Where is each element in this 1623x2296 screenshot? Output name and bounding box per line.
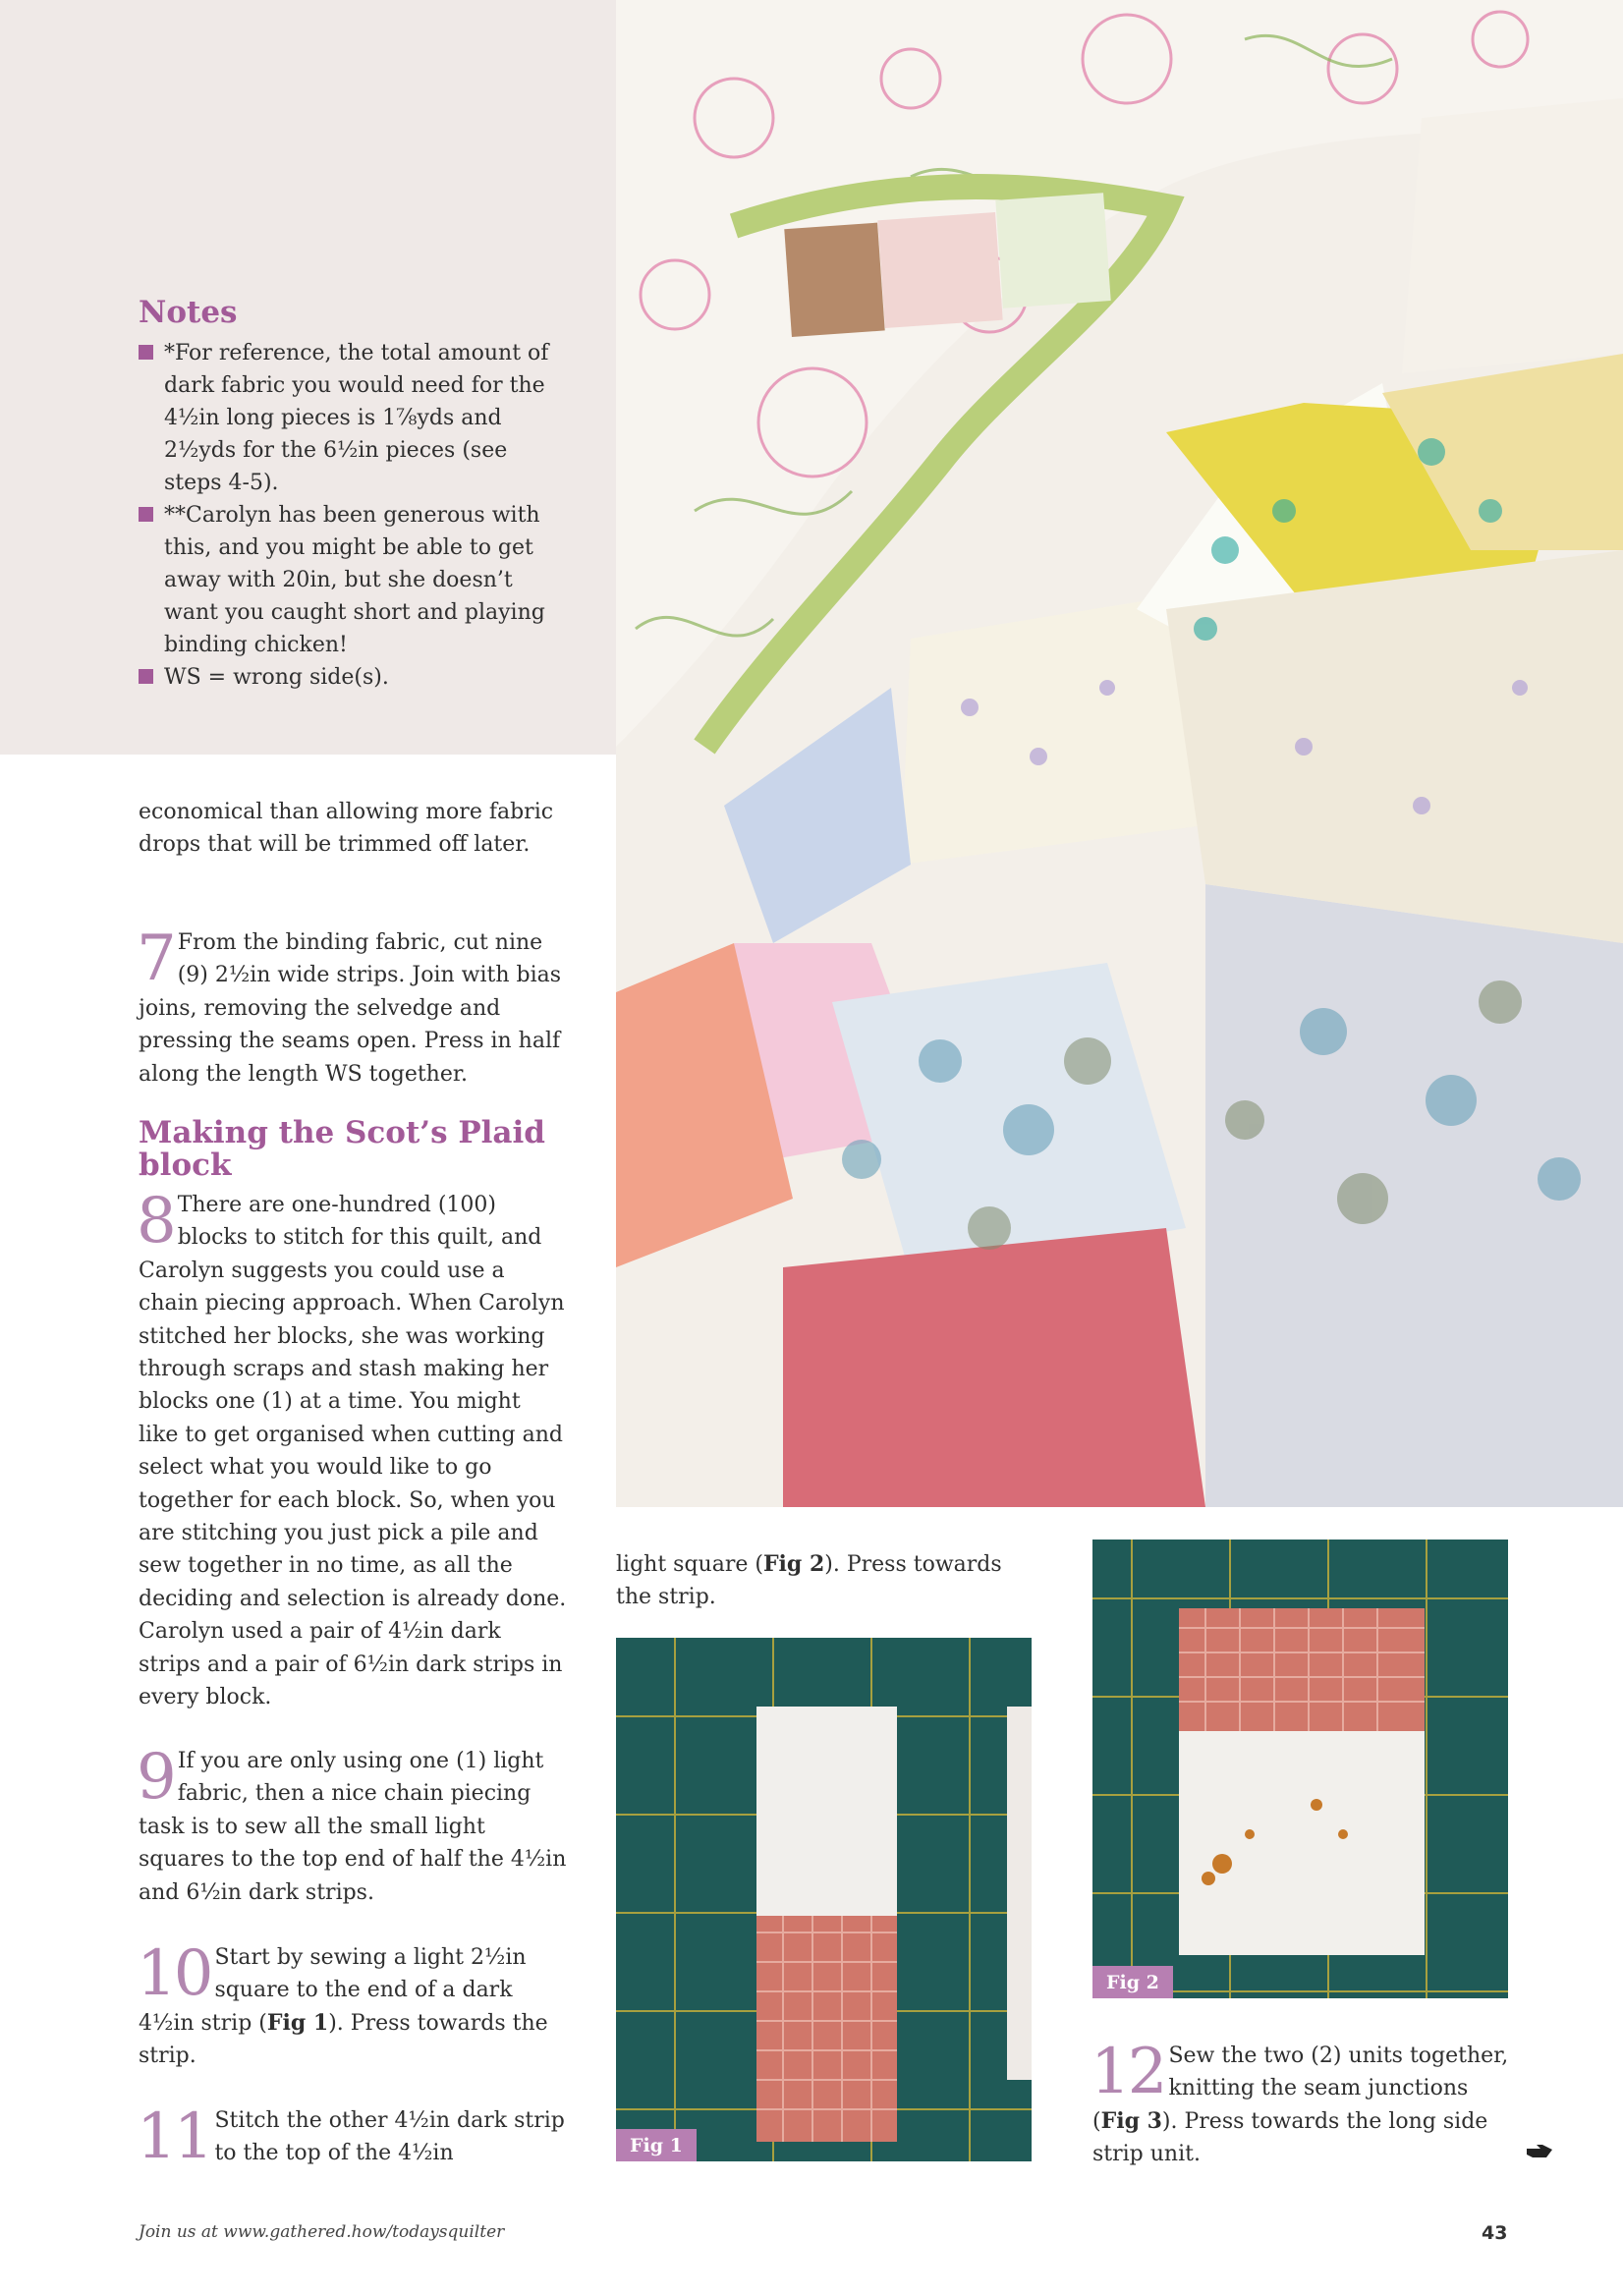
page-number: 43 [1482,2222,1508,2244]
footer-website: Join us at www.gathered.how/todaysquilter [139,2222,505,2242]
fig-2-photo [1092,1540,1508,1998]
square-bullet-icon [139,507,153,522]
step-11-continuation: light square (Fig 2). Press towards the strip. [616,1551,1002,1610]
fig-1-photo [616,1638,1032,2161]
continuation-paragraph: economical than allowing more fabric drops that will be trimmed off later. [139,800,554,858]
step-number: 10 [137,1937,211,2010]
step-7: 7 From the binding fabric, cut nine (9) 2½in wide strips. Join with bias joins, removing the selvedge and pressing the seams open. Press in half along the length WS together. [137,923,562,1087]
notes-title: Notes [139,295,238,330]
pointing-hand-icon [1525,2142,1554,2161]
step-number: 8 [137,1185,174,1258]
fig-1-label: Fig 1 [616,2129,697,2161]
square-bullet-icon [139,669,153,684]
step-9: 9 If you are only using one (1) light fabric, then a nice chain piecing task is to sew all the small light squares to the top end of half the 4½in and 6½in dark strips. [137,1741,567,1905]
fig-2-label: Fig 2 [1092,1966,1173,1998]
list-item: *For reference, the total amount of dark fabric you would need for the 4½in long pieces is 1⅞yds and 2½yds for the 6½in pieces (see steps 4-5). [139,337,571,499]
step-10: 10 Start by sewing a light 2½in square to the end of a dark 4½in strip (Fig 1). Press towards the strip. [137,1937,548,2069]
step-8: 8 There are one-hundred (100) blocks to stitch for this quilt, and Carolyn suggests you could use a chain piecing approach. When Carolyn stitched her blocks, she was working through scraps and stash making her blocks one (1) at a time. You might like to get organised when cutting and select what you would like to go together for each block. So, when you are stitching you just pick a pile and sew together in no time, as all the deciding and selection is already done. Carolyn used a pair of 4½in dark strips and a pair of 6½in dark strips in every block. [137,1185,567,1710]
section-heading: Making the Scot’s Plaid block [139,1115,545,1183]
step-12: 12 Sew the two (2) units together, knitting the seam junctions (Fig 3). Press towards the long side strip unit. [1091,2036,1509,2167]
step-number: 12 [1091,2036,1165,2108]
step-number: 7 [137,923,174,995]
quilt-photo [616,0,1623,1507]
step-number: 9 [137,1741,174,1814]
square-bullet-icon [139,345,153,360]
list-item: **Carolyn has been generous with this, and you might be able to get away with 20in, but she doesn’t want you caught short and playing binding chicken! [139,499,571,661]
list-item: WS = wrong side(s). [139,661,571,694]
notes-list [139,337,571,694]
step-number: 11 [137,2100,211,2173]
step-11: 11 Stitch the other 4½in dark strip to the top of the 4½in [137,2100,565,2173]
